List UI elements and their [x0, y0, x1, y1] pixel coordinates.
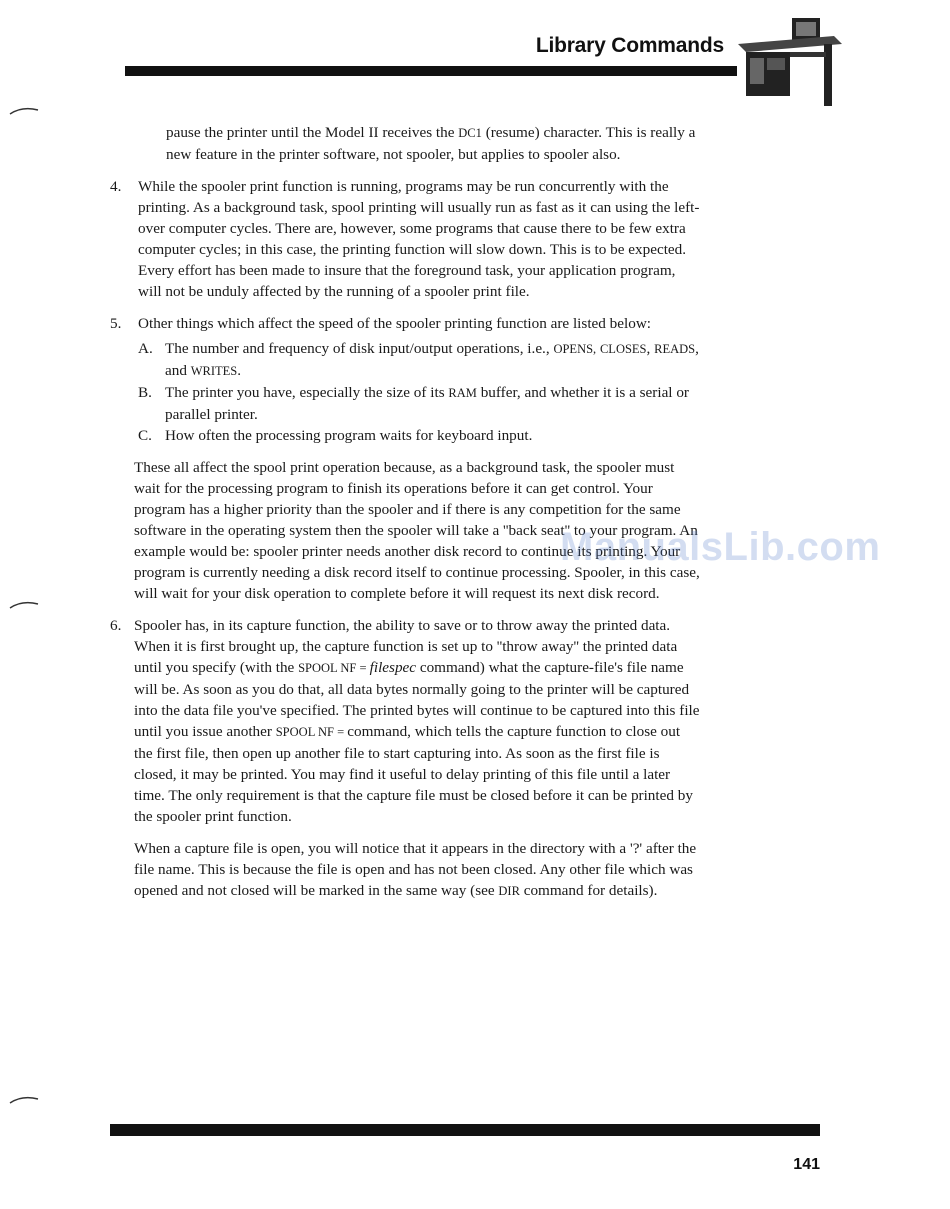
- hole-punch-mark: [8, 598, 42, 614]
- hole-punch-mark: [8, 1093, 42, 1109]
- list-number: 6.: [110, 617, 122, 634]
- list-number: 4.: [110, 178, 122, 195]
- header-rule: [125, 66, 737, 76]
- sublist-item-c: C. How often the processing program waits for keyboard input.: [138, 427, 533, 444]
- sublist: [110, 338, 700, 446]
- list-item-5: [110, 313, 700, 334]
- sublist-item-a: A. The number and frequency of disk input/output operations, i.e., OPENS, CLOSES, READS, and WRITES.: [138, 340, 699, 379]
- item5-paragraph: These all affect the spool print operation because, as a background task, the spooler must wait for the processing program to finish its operations before it can get control. Your program has a higher priority than the spooler and if there is any competition for the same software in the operating system then the spooler will take a ''back seat'' to your program. An example would be: spooler printer needs another disk record to continue its printing. Your program is currently needing a disk record itself to continue processing. Spooler, in this case, will wait for your disk operation to complete before it will request its next disk record.: [134, 459, 700, 602]
- item6-paragraph: When a capture file is open, you will notice that it appears in the directory with a '?' after the file name. This is because the file is open and has not been closed. Any other file which was opened and not closed will be marked in the same way (see DIR command for details).: [134, 840, 697, 899]
- list-number: 5.: [110, 315, 122, 332]
- list-item-text: Other things which affect the speed of the spooler printing function are listed below:: [138, 315, 652, 332]
- watermark: ManualsLib.com: [560, 525, 881, 569]
- list-item-6: 6. Spooler has, in its capture function, the ability to save or to throw away the printed data. When it is first brought up, the capture function is set up to ''throw away'' the printed data until you specify (with the SPOOL NF = filespec command) what the capture-file's file name will be. As soon as you do that, all data bytes normally going to the printer will be captured into the data file you've specified. The printed bytes will continue to be captured into this file until you issue another SPOOL NF = command, which tells the capture function to close out the first file, then open up another file to start capturing into. As soon as the first file is closed, it may be printed. You may find it useful to delay printing of this file until a later time. The only requirement is that the capture file must be closed before it can be printed by the spooler print function.: [110, 617, 700, 825]
- page-number: 141: [793, 1156, 820, 1173]
- footer-rule: [110, 1124, 820, 1136]
- list-item-text: While the spooler print function is running, programs may be run concurrently with the printing. As a background task, spool printing will usually run as fast as it can using the left-over computer cycles. There are, however, some programs that cause there to be few extra computer cycles; in this case, the printing function will slow down. This is to be expected. Every effort has been made to insure that the foreground task, your application program, will not be unduly affected by the running of a spooler print file.: [138, 178, 700, 300]
- hole-punch-mark: [8, 104, 42, 120]
- computer-desk-illustration: [734, 14, 846, 114]
- page-body: [110, 122, 700, 913]
- intro-continuation: pause the printer until the Model II receives the DC1 (resume) character. This is really a new feature in the printer software, not spooler, but applies to spooler also.: [166, 124, 696, 163]
- page-header-title: Library Commands: [535, 34, 724, 57]
- list-item-4: [110, 176, 700, 302]
- sublist-item-b: B. The printer you have, especially the size of its RAM buffer, and whether it is a serial or parallel printer.: [138, 384, 689, 423]
